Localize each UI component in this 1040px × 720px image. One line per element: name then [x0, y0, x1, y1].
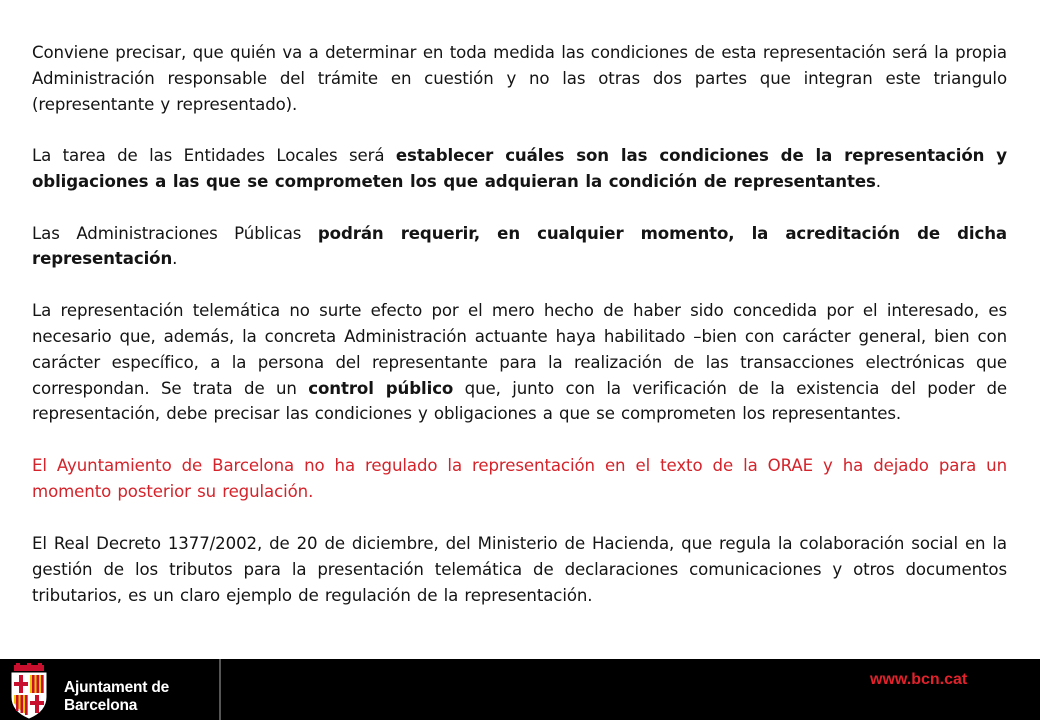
slide-body: [32, 40, 1007, 634]
ajuntament-logo-text: Ajuntament de Barcelona: [64, 679, 170, 714]
text-run: Conviene precisar, que quién va a determinar en toda medida las condiciones de esta representación será la propia Administración responsable del trámite en cuestión y no las otras dos partes que integran este triangulo (representante y representado).: [32, 43, 1007, 114]
paragraph-representacion-administracion: [32, 40, 1007, 118]
paragraph-ayuntamiento-barcelona: [32, 453, 1007, 505]
barcelona-coat-of-arms-icon: [6, 663, 52, 719]
paragraph-administraciones-publicas: [32, 221, 1007, 273]
text-run: .: [172, 249, 178, 269]
paragraph-real-decreto: [32, 531, 1007, 609]
bold-text-run: establecer cuáles son las condiciones de la representación y obligaciones a las que se comprometen los que adquieran la condición de representantes: [32, 146, 1007, 192]
footer-bar: [0, 659, 1040, 720]
text-run: Las Administraciones Públicas: [32, 223, 318, 243]
text-run: El Real Decreto 1377/2002, de 20 de diciembre, del Ministerio de Hacienda, que regula la colaboración social en la gestión de los tributos para la presentación telemática de declaraciones comunicaciones y otros documentos tributarios, es un claro ejemplo de regulación de la representación.: [32, 533, 1007, 605]
text-run: La representación telemática no surte efecto por el mero hecho de haber sido concedida por el interesado, es necesario que, además, la concreta Administración actuante haya habilitado –bien con carácter general, bien con carácter específico, a la persona del representante para la realización de las transacciones electrónicas que correspondan. Se trata de un: [32, 300, 1007, 398]
text-run: .: [875, 172, 881, 192]
paragraph-tarea-entidades-locales: [32, 143, 1007, 195]
website-link[interactable]: www.bcn.cat: [870, 671, 968, 688]
text-run: que, junto con la verificación de la existencia del poder de representación, debe precisar las condiciones y obligaciones a que se comprometen los representantes.: [32, 378, 1008, 424]
text-run: El Ayuntamiento de Barcelona no ha regulado la representación en el texto de la ORAE y ha dejado para un momento posterior su regulación.: [32, 456, 1007, 502]
text-run: La tarea de las Entidades Locales será: [32, 146, 396, 166]
ajuntament-logo[interactable]: [0, 659, 221, 720]
paragraph-representacion-telematica: [32, 298, 1007, 428]
bold-text-run: control público: [308, 378, 454, 398]
bold-text-run: podrán requerir, en cualquier momento, la acreditación de dicha representación: [32, 223, 1007, 269]
